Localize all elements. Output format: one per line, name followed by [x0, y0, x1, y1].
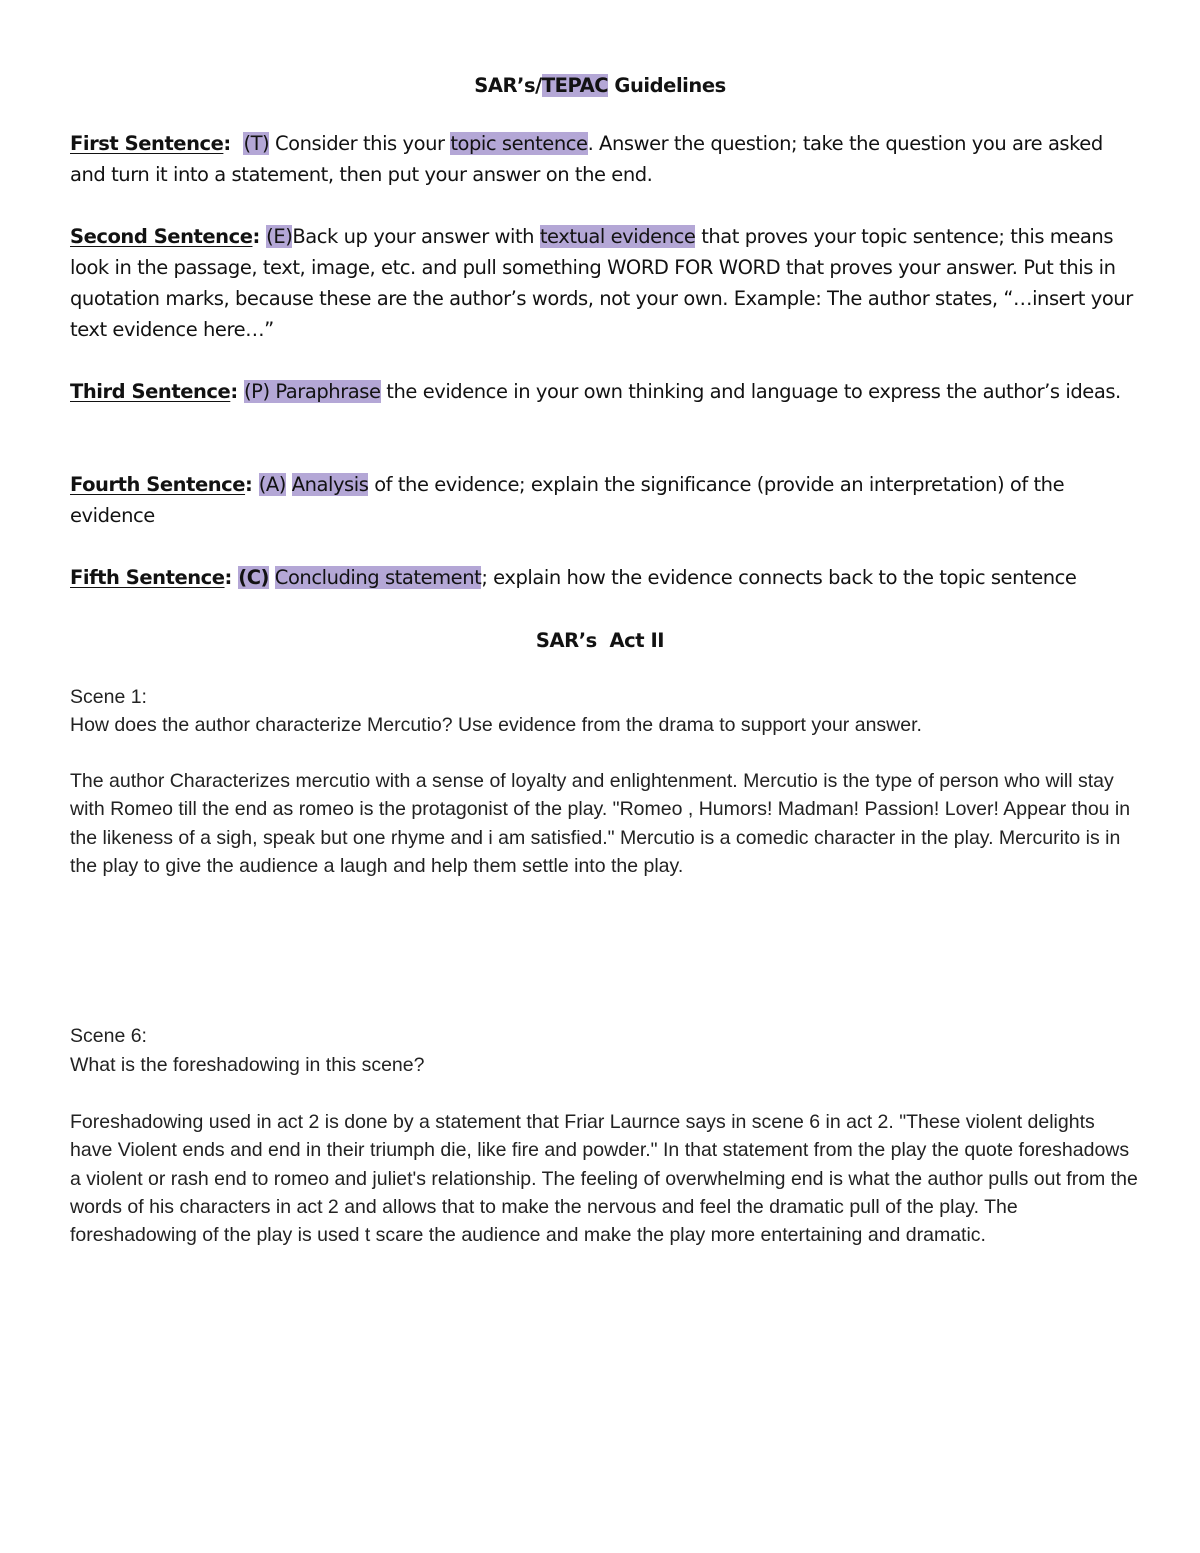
fifth-sentence-text-b: ; explain how the evidence connects back to the topic sentence: [481, 566, 1077, 589]
scene6-heading: Scene 6:: [70, 1025, 147, 1047]
scene6-answer: Foreshadowing used in act 2 is done by a statement that Friar Laurnce says in scene 6 in act 2. "These violent delights have Violent ends and end in their triumph die, like fire and powder." In that statement from the play the quote foreshadows a violent or rash end to romeo and juliet's relationship. The feeling of overwhelming end is what the author pulls out from the words of his characters in act 2 and allows that to make the nervous and feel the dramatic pull of the play. The foreshadowing of the play is used t scare the audience and make the play more entertaining and dramatic.: [70, 1111, 1138, 1247]
second-sentence-highlight: textual evidence: [539, 225, 696, 248]
title-highlight: TEPAC: [541, 74, 609, 97]
third-sentence-text-b: the evidence in your own thinking and language to express the author’s ideas.: [380, 380, 1121, 403]
fourth-sentence-highlight: Analysis: [291, 473, 369, 496]
fourth-sentence-code: (A): [258, 473, 286, 496]
fifth-sentence-label: Fifth Sentence: [70, 566, 225, 589]
third-sentence-label: Third Sentence: [70, 380, 231, 403]
second-sentence-code: (E): [266, 225, 293, 248]
third-sentence-highlight: Paraphrase: [275, 380, 381, 403]
third-sentence-paragraph: [70, 376, 1140, 407]
fifth-sentence-code: (C): [238, 566, 270, 589]
first-sentence-text-b: . Answer the question; take the question you are asked and turn it into a statement, then put your answer on the end.: [70, 132, 1103, 186]
scene1-answer: The author Characterizes mercutio with a sense of loyalty and enlightenment. Mercutio is the type of person who will stay with Romeo till the end as romeo is the protagonist of the play. "Romeo , Humors! Madman! Passion! Lover! Appear thou in the likeness of a sigh, speak but one rhyme and i am satisfied." Mercutio is a comedic character in the play. Mercurito is in the play to give the audience a laugh and help them settle into the play.: [70, 770, 1131, 877]
scene1-question: How does the author characterize Mercutio? Use evidence from the drama to support your answer.: [70, 714, 922, 736]
title-prefix: SAR’s/: [474, 74, 542, 97]
second-sentence-text-a: Back up your answer with: [292, 225, 540, 248]
fourth-sentence-text-a: [286, 473, 292, 496]
first-sentence-colon: :: [223, 132, 244, 155]
first-sentence-paragraph: [70, 128, 1140, 190]
first-sentence-label: First Sentence: [70, 132, 224, 155]
second-sentence-paragraph: [70, 221, 1140, 345]
scene6-question: What is the foreshadowing in this scene?: [70, 1054, 425, 1076]
fifth-sentence-paragraph: [70, 562, 1140, 593]
act-title: SAR’s Act II: [535, 629, 665, 652]
third-sentence-code: (P): [244, 380, 270, 403]
fourth-sentence-paragraph: [70, 469, 1140, 531]
second-sentence-colon: :: [252, 225, 267, 248]
fifth-sentence-colon: :: [224, 566, 239, 589]
scene1-heading: Scene 1:: [70, 686, 147, 708]
fifth-sentence-text-a: [269, 566, 275, 589]
second-sentence-text-b: that proves your topic sentence; this means look in the passage, text, image, etc. and pull something WORD FOR WORD that proves your answer. Put this in quotation marks, because these are the author’s words, not your own. Example: The author states, “…insert your text evidence here…”: [70, 225, 1133, 341]
fourth-sentence-colon: :: [245, 473, 259, 496]
second-sentence-label: Second Sentence: [70, 225, 253, 248]
first-sentence-code: (T): [243, 132, 270, 155]
fifth-sentence-highlight: Concluding statement: [274, 566, 482, 589]
first-sentence-highlight: topic sentence: [450, 132, 588, 155]
title-suffix: Guidelines: [608, 74, 726, 97]
third-sentence-colon: :: [230, 380, 244, 403]
first-sentence-text-a: Consider this your: [269, 132, 451, 155]
fourth-sentence-text-b: of the evidence; explain the significance (provide an interpretation) of the evidence: [70, 473, 1065, 527]
guidelines-title: [0, 70, 1200, 101]
fourth-sentence-label: Fourth Sentence: [70, 473, 246, 496]
